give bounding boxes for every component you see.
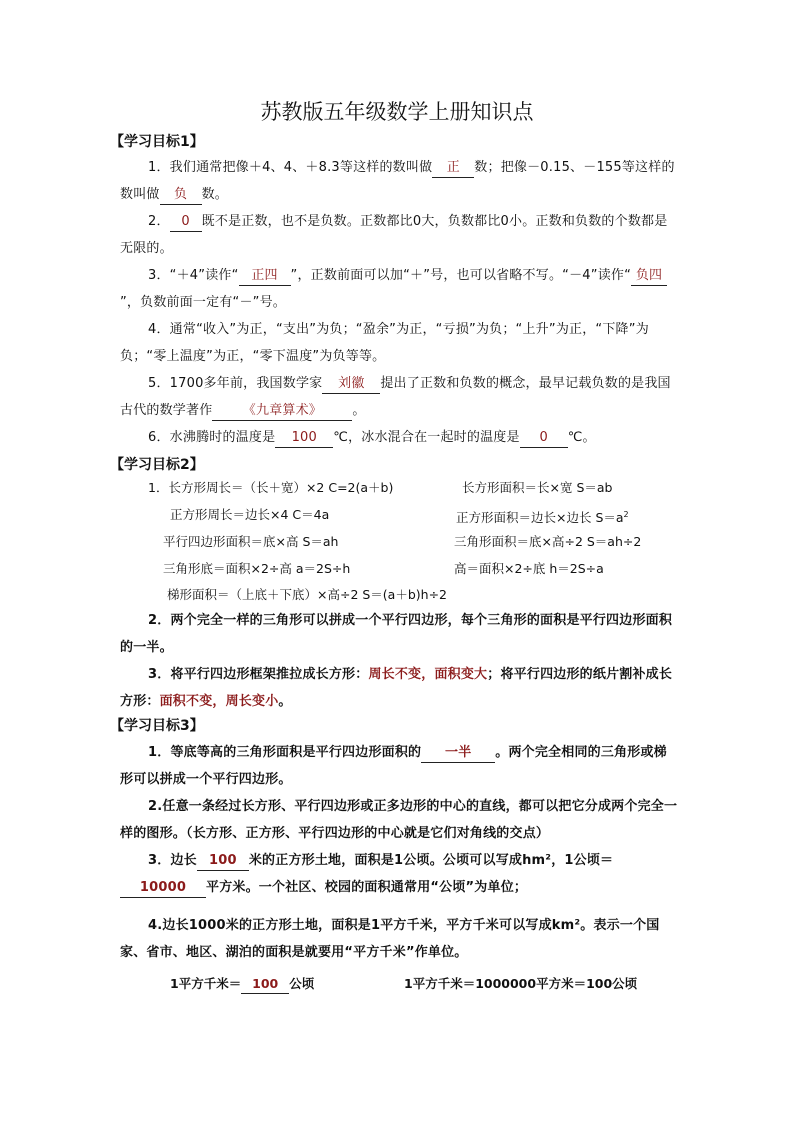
goal1-item-6: 6．水沸腾时的温度是 100 ℃，冰水混合在一起时的温度是 0 ℃。 [120, 424, 680, 451]
goal1-item-3: 3．“＋4”读作“ 正四 ”，正数前面可以加“＋”号，也可以省略不写。“－4”读作“ 负四”，负数前面一定有“－”号。 [120, 262, 680, 316]
goal2-item-2: 2．两个完全一样的三角形可以拼成一个平行四边形，每个三角形的面积是平行四边形面积的一半。 [120, 613, 673, 655]
goal1-item-4: 4．通常“收入”为正，“支出”为负；“盈余”为正，“亏损”为负；“上升”为正，“下降”为负；“零上温度”为正，“零下温度”为负等等。 [120, 322, 649, 364]
highlight-text: 面积不变，周长变小 [159, 694, 279, 709]
formula-rectangle-perimeter: 1．长方形周长＝（长＋宽）×2 C=2(a＋b) [148, 480, 394, 495]
answer-blank: 负 [160, 186, 202, 205]
answer-blank: 《九章算术》 [212, 402, 352, 421]
answer-blank: 100 [241, 975, 289, 994]
document-title: 苏教版五年级数学上册知识点 [260, 100, 534, 124]
conversion-formula-2: 1平方千米＝1000000平方米＝100公顷 [404, 976, 638, 991]
section-heading-goal-2: 【学习目标2】 [110, 457, 204, 473]
conversion-formula-1: 1平方千米＝ 100 公顷 [170, 974, 314, 994]
goal1-item-2: 2． 0 既不是正数，也不是负数。正数都比0大，负数都比0小。正数和负数的个数都是无限的。 [120, 214, 668, 256]
answer-blank: 0 [170, 213, 202, 232]
answer-blank: 一半 [421, 744, 495, 763]
answer-blank: 10000 [120, 879, 206, 898]
formula-parallelogram-area: 平行四边形面积＝底×高 S＝ah [163, 534, 339, 549]
formula-square-area: 正方形面积＝边长×边长 $S=a^2$ [456, 510, 629, 526]
formula-triangle-base: 三角形底＝面积×2÷高 a＝2S÷h [163, 561, 351, 576]
answer-blank: 正四 [239, 267, 291, 286]
formula-triangle-height: 高＝面积×2÷底 h＝2S÷a [454, 561, 604, 576]
formula-square-perimeter: 正方形周长＝边长×4 C＝4a [170, 507, 330, 522]
answer-blank: 0 [520, 429, 568, 448]
answer-blank: 100 [275, 429, 333, 448]
highlight-text: 周长不变，面积变大 [368, 667, 488, 682]
answer-blank: 100 [197, 852, 249, 871]
goal1-item-1: 1．我们通常把像＋4、4、＋8.3等这样的数叫做 正 数；把像－0.15、－155等这样的数叫做 负 数。 [120, 154, 680, 208]
goal3-item-4: 4.边长1000米的正方形土地，面积是1平方千米，平方千米可以写成km²。表示一个国家、省市、地区、湖泊的面积是就要用“平方千米”作单位。 [120, 918, 660, 960]
goal3-item-1: 1．等底等高的三角形面积是平行四边形面积的 一半 。两个完全相同的三角形或梯形可以拼成一个平行四边形。 [120, 745, 667, 787]
goal3-item-2: 2.任意一条经过长方形、平行四边形或正多边形的中心的直线，都可以把它分成两个完全一样的图形。（长方形、正方形、平行四边形的中心就是它们对角线的交点） [120, 799, 678, 841]
goal1-item-5: 5．1700多年前，我国数学家 刘徽 提出了正数和负数的概念，最早记载负数的是我国古代的数学著作 《九章算术》 。 [120, 370, 680, 424]
answer-blank: 正 [432, 159, 474, 178]
answer-blank: 刘徽 [322, 375, 380, 394]
formula-trapezoid-area: 梯形面积＝（上底＋下底）×高÷2 S＝(a＋b)h÷2 [167, 587, 448, 602]
answer-blank: 负四 [631, 267, 667, 286]
goal2-item-3: 3．将平行四边形框架推拉成长方形：周长不变，面积变大；将平行四边形的纸片割补成长方形：面积不变，周长变小。 [120, 667, 673, 709]
section-heading-goal-1: 【学习目标1】 [110, 134, 204, 150]
goal3-item-3: 3．边长 100 米的正方形土地，面积是1公顷。公顷可以写成hm²，1公顷＝10000 平方米。一个社区、校园的面积通常用“公顷”为单位； [120, 847, 680, 901]
formula-rectangle-area: 长方形面积＝长×宽 S＝ab [462, 480, 613, 495]
section-heading-goal-3: 【学习目标3】 [110, 718, 204, 734]
formula-triangle-area: 三角形面积＝底×高÷2 S＝ah÷2 [454, 534, 642, 549]
